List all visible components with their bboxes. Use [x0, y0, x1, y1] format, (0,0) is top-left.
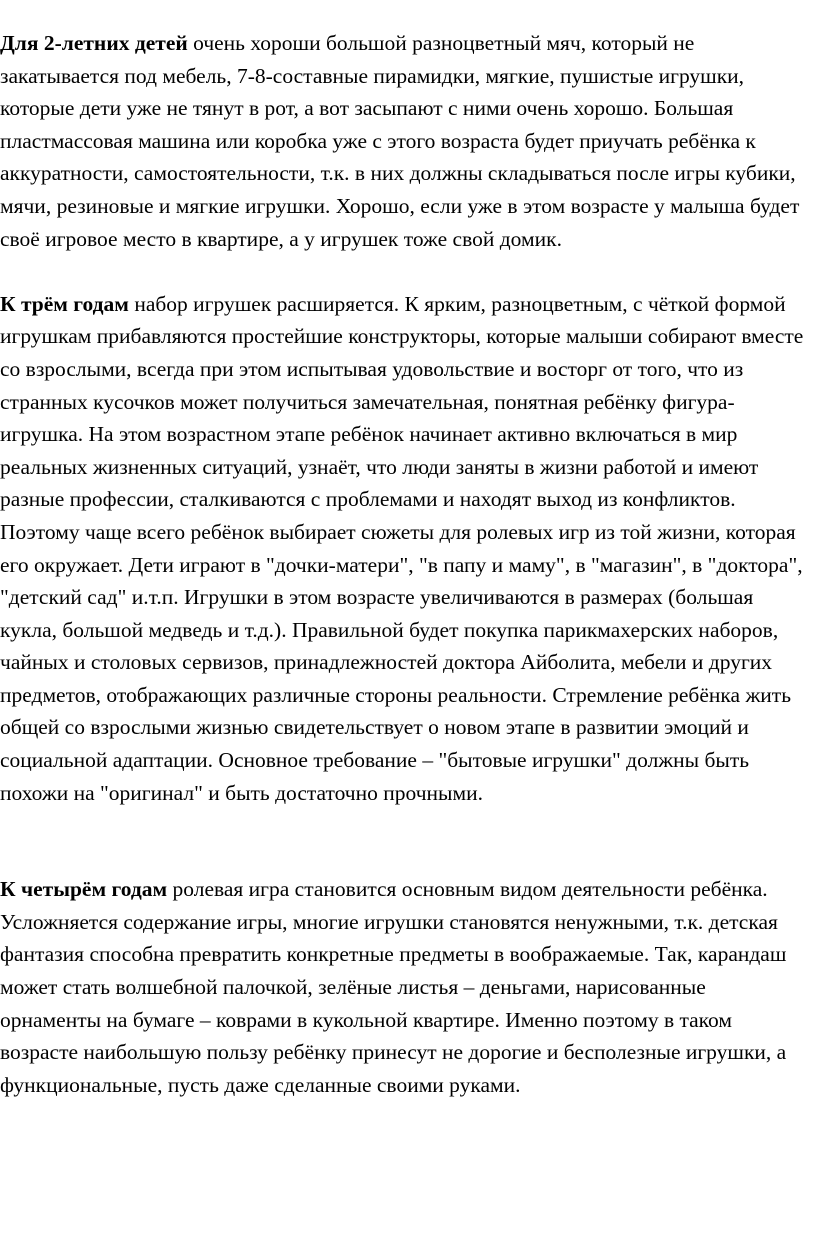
paragraph-spacer: [0, 809, 810, 873]
paragraph-lead: К четырём годам: [0, 877, 168, 902]
paragraph-text: набор игрушек расширяется. К ярким, разноцветным, с чёткой формой игрушкам прибавляются простейшие конструкторы, которые малыши собирают вместе со взрослыми, всегда при этом испытывая удовольствие и восторг от того, что из странных кусочков может получиться замечательная, понятная ребёнку фигура-игрушка. На этом возрастном этапе ребёнок начинает активно включаться в мир реальных жизненных ситуаций, узнаёт, что люди заняты в жизни работой и имеют разные профессии, сталкиваются с проблемами и находят выход из конфликтов. Поэтому чаще всего ребёнок выбирает сюжеты для ролевых игр из той жизни, которая его окружает. Дети играют в "дочки-матери", "в папу и маму", в "магазин", в "доктора", "детский сад" и.т.п. Игрушки в этом возрасте увеличиваются в размерах (большая кукла, большой медведь и т.д.). Правильной будет покупка парикмахерских наборов, чайных и столовых сервизов, принадлежностей доктора Айболита, мебели и других предметов, отображающих различные стороны реальности. Стремление ребёнка жить общей со взрослыми жизнью свидетельствует о новом этапе в развитии эмоций и социальной адаптации. Основное требование – "бытовые игрушки" должны быть похожи на "оригинал" и быть достаточно прочными.: [0, 291, 804, 805]
paragraph-lead: Для 2-летних детей: [0, 31, 188, 55]
paragraph-three-year-olds: [0, 288, 810, 810]
paragraph-text: очень хороши большой разноцветный мяч, который не закатывается под мебель, 7-8-составные пирамидки, мягкие, пушистые игрушки, которые дети уже не тянут в рот, а вот засыпают с ними очень хорошо. Большая пластмассовая машина или коробка уже с этого возраста будет приучать ребёнка к аккуратности, самостоятельности, т.к. в них должны складываться после игры кубики, мячи, резиновые и мягкие игрушки. Хорошо, если уже в этом возрасте у малыша будет своё игровое место в квартире, а у игрушек тоже свой домик.: [0, 31, 800, 251]
paragraph-spacer: [0, 255, 810, 288]
paragraph-two-year-olds: [0, 27, 810, 255]
paragraph-four-year-olds: [0, 873, 810, 1101]
paragraph-text: ролевая игра становится основным видом деятельности ребёнка. Усложняется содержание игры, многие игрушки становятся ненужными, т.к. детская фантазия способна превратить конкретные предметы в воображаемые. Так, карандаш может стать волшебной палочкой, зелёные листья – деньгами, нарисованные орнаменты на бумаге – коврами в кукольной квартире. Именно поэтому в таком возрасте наибольшую пользу ребёнку принесут не дорогие и бесполезные игрушки, а функциональные, пусть даже сделанные своими руками.: [0, 877, 787, 1097]
paragraph-lead: К трём годам: [0, 291, 129, 316]
